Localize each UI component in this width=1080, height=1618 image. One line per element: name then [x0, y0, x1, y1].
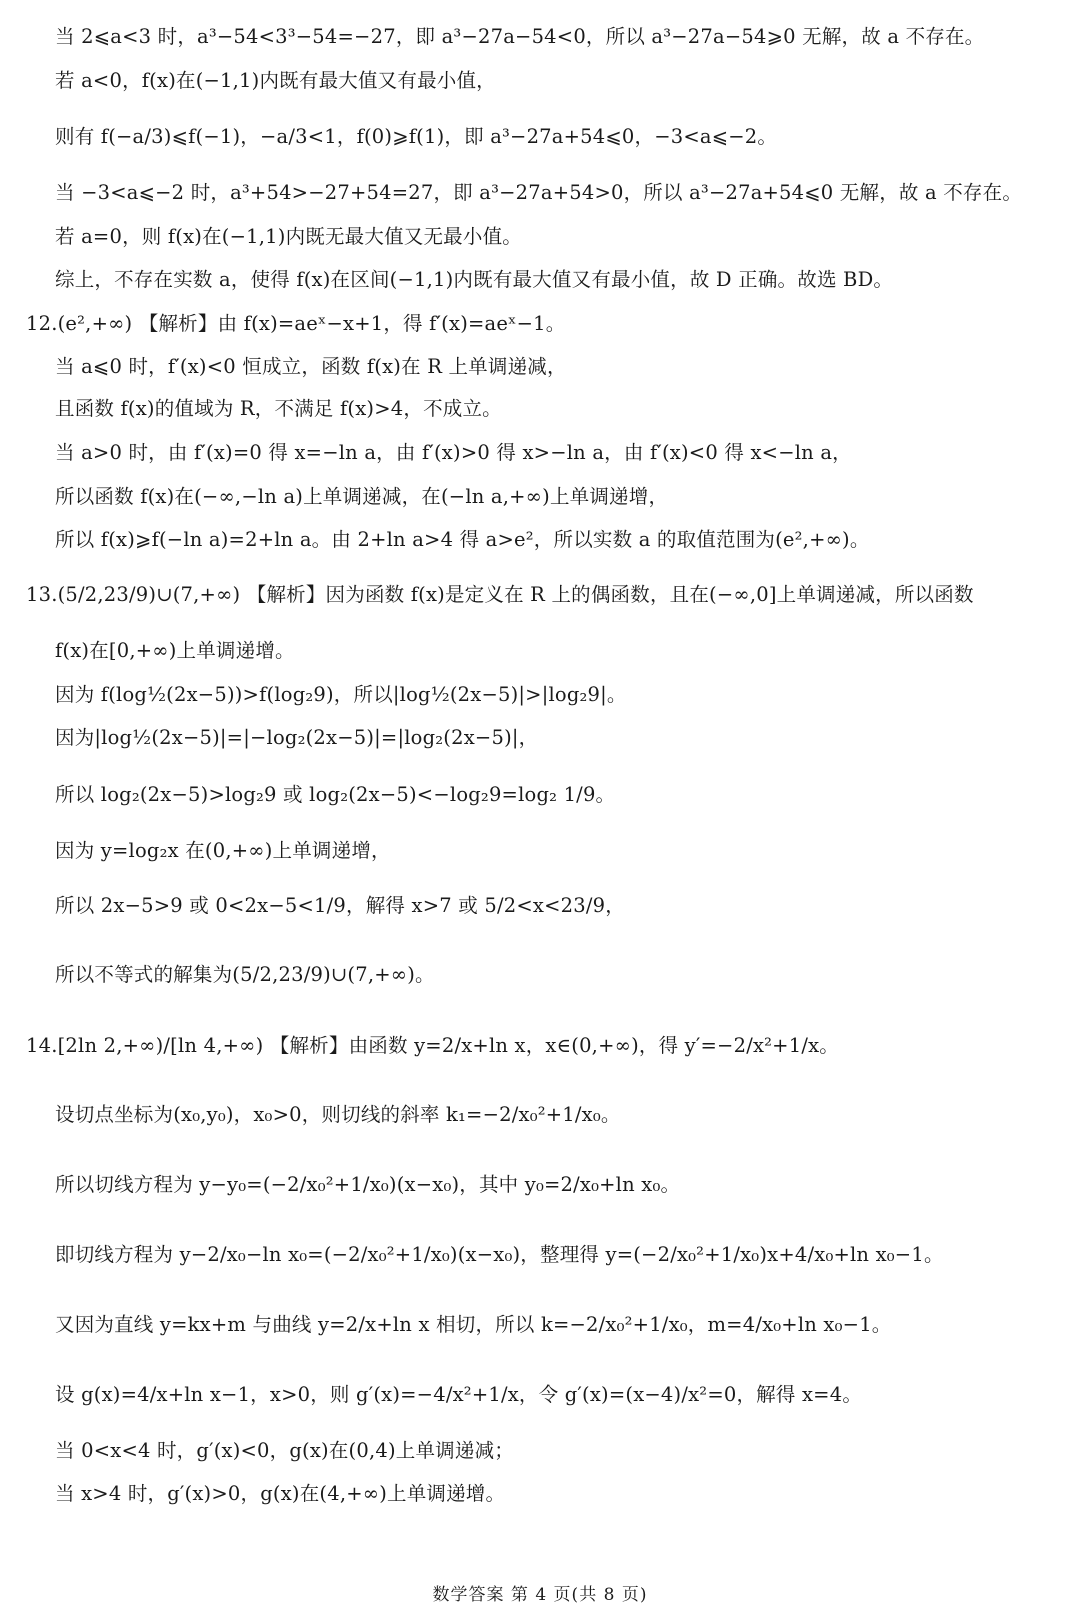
text-line: 则有 f(−a/3)⩽f(−1)，−a/3<1，f(0)⩾f(1)，即 a³−27a+54⩽0，−3<a⩽−2。 — [55, 125, 778, 148]
text-line: 所以 f(x)⩾f(−ln a)=2+ln a。由 2+ln a>4 得 a>e²，所以实数 a 的取值范围为(e²,+∞)。 — [55, 528, 870, 551]
text-line: 当 −3<a⩽−2 时，a³+54>−27+54=27，即 a³−27a+54>0，所以 a³−27a+54⩽0 无解，故 a 不存在。 — [55, 181, 1023, 204]
text-line: 当 2⩽a<3 时，a³−54<3³−54=−27，即 a³−27a−54<0，所以 a³−27a−54⩾0 无解，故 a 不存在。 — [55, 25, 985, 48]
text-line: 所以切线方程为 y−y₀=(−2/x₀²+1/x₀)(x−x₀)，其中 y₀=2/x₀+ln x₀。 — [55, 1173, 681, 1196]
text-line: 设切点坐标为(x₀,y₀)，x₀>0，则切线的斜率 k₁=−2/x₀²+1/x₀。 — [55, 1103, 621, 1126]
text-line: 当 x>4 时，g′(x)>0，g(x)在(4,+∞)上单调递增。 — [55, 1482, 506, 1505]
text-line: 所以不等式的解集为(5/2,23/9)∪(7,+∞)。 — [55, 963, 435, 986]
text-line: 当 a⩽0 时，f′(x)<0 恒成立，函数 f(x)在 R 上单调递减， — [55, 355, 567, 378]
text-line: 又因为直线 y=kx+m 与曲线 y=2/x+ln x 相切，所以 k=−2/x₀²+1/x₀，m=4/x₀+ln x₀−1。 — [55, 1313, 892, 1336]
text-line: 当 a>0 时，由 f′(x)=0 得 x=−ln a，由 f′(x)>0 得 x>−ln a，由 f′(x)<0 得 x<−ln a， — [55, 441, 852, 464]
text-line: 即切线方程为 y−2/x₀−ln x₀=(−2/x₀²+1/x₀)(x−x₀)，整理得 y=(−2/x₀²+1/x₀)x+4/x₀+ln x₀−1。 — [55, 1243, 944, 1266]
question-13-answer: 13.(5/2,23/9)∪(7,+∞) 【解析】因为函数 f(x)是定义在 R 上的偶函数，且在(−∞,0]上单调递减，所以函数 — [26, 583, 974, 606]
text-line: 所以 2x−5>9 或 0<2x−5<1/9，解得 x>7 或 5/2<x<23/9， — [55, 894, 625, 917]
text-line: 因为 y=log₂x 在(0,+∞)上单调递增， — [55, 839, 391, 862]
text-line: 设 g(x)=4/x+ln x−1，x>0，则 g′(x)=−4/x²+1/x，令 g′(x)=(x−4)/x²=0，解得 x=4。 — [55, 1383, 863, 1406]
text-line: 且函数 f(x)的值域为 R，不满足 f(x)>4，不成立。 — [55, 397, 502, 420]
text-line: 若 a=0，则 f(x)在(−1,1)内既无最大值又无最小值。 — [55, 225, 522, 248]
text-line: 综上，不存在实数 a，使得 f(x)在区间(−1,1)内既有最大值又有最小值，故 D 正确。故选 BD。 — [55, 268, 894, 291]
page-footer: 数学答案 第 4 页(共 8 页) — [432, 1585, 648, 1605]
text-line: 当 0<x<4 时，g′(x)<0，g(x)在(0,4)上单调递减； — [55, 1439, 514, 1462]
text-line: 所以 log₂(2x−5)>log₂9 或 log₂(2x−5)<−log₂9=log₂ 1/9。 — [55, 783, 616, 806]
text-line: f(x)在[0,+∞)上单调递增。 — [55, 639, 295, 662]
text-line: 因为 f(log½(2x−5))>f(log₂9)，所以|log½(2x−5)|>|log₂9|。 — [55, 683, 627, 706]
question-14-answer: 14.[2ln 2,+∞)/[ln 4,+∞) 【解析】由函数 y=2/x+ln x，x∈(0,+∞)，得 y′=−2/x²+1/x。 — [26, 1034, 839, 1057]
text-line: 所以函数 f(x)在(−∞,−ln a)上单调递减，在(−ln a,+∞)上单调递增， — [55, 485, 669, 508]
text-line: 若 a<0，f(x)在(−1,1)内既有最大值又有最小值， — [55, 69, 496, 92]
question-12-answer: 12.(e²,+∞) 【解析】由 f(x)=aeˣ−x+1，得 f′(x)=aeˣ−1。 — [26, 312, 566, 335]
text-line: 因为|log½(2x−5)|=|−log₂(2x−5)|=|log₂(2x−5)|， — [55, 726, 539, 749]
